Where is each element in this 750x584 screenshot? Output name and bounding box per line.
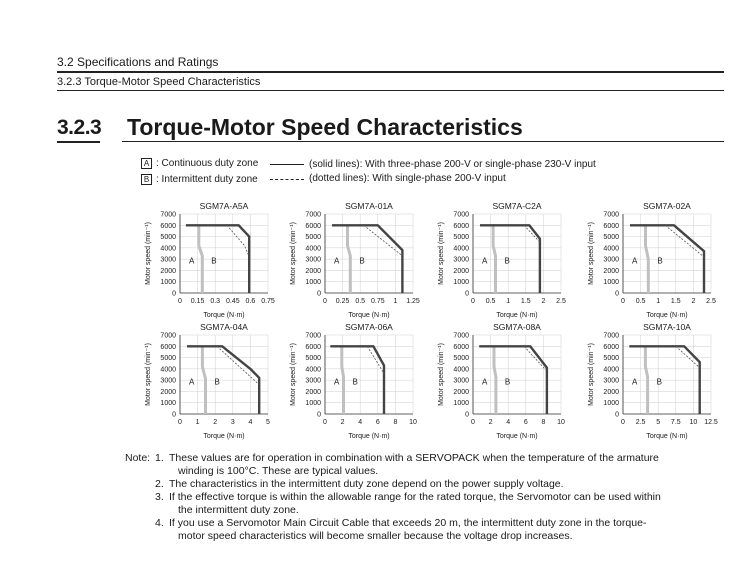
x-tick-label: 0.75 xyxy=(370,298,385,305)
y-tick-label: 4000 xyxy=(160,366,176,374)
zone-label-b: B xyxy=(504,377,511,387)
zone-label-a: A xyxy=(632,256,638,266)
x-tick-label: 1 xyxy=(195,419,200,426)
y-axis-label: Motor speed (min⁻¹) xyxy=(145,222,152,285)
y-tick-label: 3000 xyxy=(160,256,176,264)
page-title: Torque-Motor Speed Characteristics xyxy=(127,114,523,140)
y-tick-label: 2000 xyxy=(603,388,619,396)
x-tick-label: 1 xyxy=(506,298,511,305)
y-tick-label: 2000 xyxy=(453,267,469,275)
chart-title: SGM7A-01A xyxy=(345,201,393,211)
x-tick-label: 4 xyxy=(358,419,363,426)
x-axis-label: Torque (N·m) xyxy=(646,312,688,319)
y-tick-label: 2000 xyxy=(305,267,321,275)
x-tick-label: 2.5 xyxy=(635,419,646,426)
x-tick-label: 2 xyxy=(691,298,696,305)
note-2 xyxy=(125,478,725,491)
x-tick-label: 8 xyxy=(393,419,398,426)
x-tick-label: 8 xyxy=(541,419,546,426)
x-tick-label: 0.6 xyxy=(245,298,256,305)
y-axis-label: Motor speed (min⁻¹) xyxy=(588,343,595,406)
x-tick-label: 0.45 xyxy=(225,298,240,305)
zone-label-a: A xyxy=(189,256,195,266)
x-axis-label: Torque (N·m) xyxy=(646,433,688,440)
note-number: 1. xyxy=(155,452,164,464)
y-tick-label: 0 xyxy=(317,411,321,419)
x-tick-label: 6 xyxy=(375,419,380,426)
x-tick-label: 1 xyxy=(656,298,661,305)
y-tick-label: 0 xyxy=(172,411,176,419)
y-tick-label: 3000 xyxy=(305,256,321,264)
chart-sgm7a-04a xyxy=(145,322,270,440)
y-tick-label: 1000 xyxy=(160,400,176,408)
note-text: If you use a Servomotor Main Circuit Cable that exceeds 20 m, the intermittent duty zone in the torque- motor speed characteristics will become smaller because the voltage drop increases. xyxy=(169,517,647,542)
zone-label-a: A xyxy=(482,256,488,266)
chart-title: SGM7A-04A xyxy=(200,322,248,332)
x-tick-label: 5 xyxy=(266,419,270,426)
note-text: The characteristics in the intermittent duty zone depend on the power supply voltage. xyxy=(169,478,564,490)
y-tick-label: 0 xyxy=(465,411,469,419)
y-tick-label: 6000 xyxy=(453,343,469,351)
note-text: If the effective torque is within the allowable range for the rated torque, the Servomotor can be used within the intermittent duty zone. xyxy=(169,491,661,516)
chart-sgm7a-06a xyxy=(290,322,417,440)
x-tick-label: 0.3 xyxy=(210,298,221,305)
x-tick-label: 2.5 xyxy=(706,298,716,305)
x-tick-label: 1 xyxy=(393,298,398,305)
y-tick-label: 1000 xyxy=(603,279,619,287)
section-number: 3.2.3 xyxy=(57,116,102,139)
y-tick-label: 6000 xyxy=(453,222,469,230)
x-tick-label: 1.5 xyxy=(520,298,531,305)
x-tick-label: 0 xyxy=(621,419,625,426)
y-tick-label: 3000 xyxy=(305,377,321,385)
legend-solid-label: (solid lines): With three-phase 200-V or single-phase 230-V input xyxy=(309,159,596,170)
x-axis-label: Torque (N·m) xyxy=(203,433,245,440)
y-tick-label: 2000 xyxy=(453,388,469,396)
y-tick-label: 0 xyxy=(172,290,176,298)
x-tick-label: 0.15 xyxy=(190,298,205,305)
y-axis-label: Motor speed (min⁻¹) xyxy=(588,222,595,285)
legend-dotted-label: (dotted lines): With single-phase 200-V input xyxy=(309,173,506,184)
note-4 xyxy=(125,517,725,543)
y-tick-label: 6000 xyxy=(160,343,176,351)
notes xyxy=(125,452,725,543)
series-continuous xyxy=(342,346,344,414)
x-tick-label: 12.5 xyxy=(704,419,718,426)
x-tick-label: 2 xyxy=(340,419,345,426)
y-tick-label: 6000 xyxy=(603,343,619,351)
chart-sgm7a-c2a xyxy=(438,201,566,319)
zone-label-a: A xyxy=(334,377,340,387)
zone-label-a: A xyxy=(334,256,340,266)
chart-title: SGM7A-10A xyxy=(643,322,691,332)
x-tick-label: 3 xyxy=(230,419,235,426)
y-tick-label: 3000 xyxy=(160,377,176,385)
legend-b-label: : Intermittent duty zone xyxy=(156,174,258,186)
zone-label-b: B xyxy=(352,377,358,387)
y-tick-label: 7000 xyxy=(453,211,469,219)
chart-sgm7a-02a xyxy=(588,201,716,319)
y-tick-label: 5000 xyxy=(453,234,469,242)
y-tick-label: 0 xyxy=(317,290,321,298)
y-tick-label: 4000 xyxy=(305,366,321,374)
x-axis-label: Torque (N·m) xyxy=(496,312,538,319)
note-number: 4. xyxy=(155,517,164,529)
y-tick-label: 3000 xyxy=(453,256,469,264)
y-tick-label: 5000 xyxy=(603,234,619,242)
y-axis-label: Motor speed (min⁻¹) xyxy=(438,343,445,406)
series-intermittent-dotted xyxy=(665,225,704,257)
y-tick-label: 5000 xyxy=(453,355,469,363)
zone-label-a: A xyxy=(189,377,195,387)
zone-label-b: B xyxy=(211,256,217,266)
y-tick-label: 1000 xyxy=(603,400,619,408)
x-tick-label: 10 xyxy=(409,419,417,426)
note-number: 2. xyxy=(155,478,164,490)
note-3 xyxy=(125,491,725,517)
x-tick-label: 4 xyxy=(248,419,253,426)
y-tick-label: 7000 xyxy=(160,211,176,219)
y-tick-label: 5000 xyxy=(305,234,321,242)
series-intermittent-dotted xyxy=(217,346,259,384)
zone-label-b: B xyxy=(504,256,510,266)
chart-title: SGM7A-08A xyxy=(493,322,541,332)
x-tick-label: 0 xyxy=(471,419,475,426)
x-axis-label: Torque (N·m) xyxy=(348,312,390,319)
legend-b-box: B xyxy=(141,174,152,185)
y-tick-label: 7000 xyxy=(305,211,321,219)
y-tick-label: 4000 xyxy=(453,245,469,253)
zone-label-a: A xyxy=(482,377,488,387)
chart-sgm7a-10a xyxy=(588,322,718,440)
y-tick-label: 4000 xyxy=(160,245,176,253)
y-tick-label: 7000 xyxy=(603,332,619,340)
notes-label: Note: xyxy=(125,452,151,464)
y-tick-label: 5000 xyxy=(305,355,321,363)
x-tick-label: 0 xyxy=(178,419,182,426)
series-intermittent-dotted xyxy=(227,225,249,257)
chart-sgm7a-01a xyxy=(290,201,420,319)
y-tick-label: 0 xyxy=(615,411,619,419)
y-tick-label: 6000 xyxy=(305,222,321,230)
x-tick-label: 2 xyxy=(488,419,493,426)
y-tick-label: 5000 xyxy=(160,234,176,242)
y-tick-label: 3000 xyxy=(603,377,619,385)
y-tick-label: 4000 xyxy=(603,245,619,253)
chart-title: SGM7A-02A xyxy=(643,201,691,211)
x-axis-label: Torque (N·m) xyxy=(348,433,390,440)
y-tick-label: 7000 xyxy=(453,332,469,340)
x-tick-label: 2 xyxy=(213,419,218,426)
x-tick-label: 10 xyxy=(689,419,698,426)
y-tick-label: 7000 xyxy=(305,332,321,340)
y-axis-label: Motor speed (min⁻¹) xyxy=(290,222,297,285)
y-tick-label: 4000 xyxy=(453,366,469,374)
x-tick-label: 0 xyxy=(178,298,182,305)
zone-label-b: B xyxy=(657,256,663,266)
x-tick-label: 5 xyxy=(656,419,661,426)
y-tick-label: 2000 xyxy=(160,388,176,396)
note-text: These values are for operation in combination with a SERVOPACK when the temperature of the armature winding is 100°C. These are typical values. xyxy=(169,452,659,477)
y-tick-label: 1000 xyxy=(453,279,469,287)
y-axis-label: Motor speed (min⁻¹) xyxy=(145,343,152,406)
x-tick-label: 0.25 xyxy=(335,298,350,305)
x-tick-label: 0 xyxy=(471,298,475,305)
chart-title: SGM7A-A5A xyxy=(199,201,249,211)
zone-label-a: A xyxy=(632,377,638,387)
y-tick-label: 1000 xyxy=(305,400,321,408)
y-tick-label: 0 xyxy=(465,290,469,298)
y-tick-label: 2000 xyxy=(160,267,176,275)
y-tick-label: 7000 xyxy=(603,211,619,219)
section-header: 3.2 Specifications and Ratings xyxy=(57,55,219,69)
y-tick-label: 7000 xyxy=(160,332,176,340)
note-number: 3. xyxy=(155,491,164,503)
note-1 xyxy=(125,452,725,478)
y-axis-label: Motor speed (min⁻¹) xyxy=(290,343,297,406)
chart-title: SGM7A-06A xyxy=(345,322,393,332)
y-tick-label: 3000 xyxy=(603,256,619,264)
x-tick-label: 0.5 xyxy=(485,298,496,305)
x-tick-label: 0 xyxy=(323,419,327,426)
y-tick-label: 0 xyxy=(615,290,619,298)
x-tick-label: 0.75 xyxy=(261,298,275,305)
y-tick-label: 2000 xyxy=(305,388,321,396)
y-tick-label: 6000 xyxy=(160,222,176,230)
chart-sgm7a-08a xyxy=(438,322,565,440)
x-tick-label: 2 xyxy=(541,298,546,305)
x-tick-label: 4 xyxy=(506,419,511,426)
x-tick-label: 0.5 xyxy=(635,298,646,305)
zone-label-b: B xyxy=(359,256,365,266)
zone-label-b: B xyxy=(214,377,220,387)
x-tick-label: 6 xyxy=(523,419,528,426)
y-tick-label: 4000 xyxy=(603,366,619,374)
x-tick-label: 0 xyxy=(621,298,625,305)
x-tick-label: 1.25 xyxy=(406,298,420,305)
subsection-header: 3.2.3 Torque-Motor Speed Characteristics xyxy=(57,76,261,88)
y-tick-label: 2000 xyxy=(603,267,619,275)
y-tick-label: 3000 xyxy=(453,377,469,385)
y-tick-label: 5000 xyxy=(603,355,619,363)
y-tick-label: 4000 xyxy=(305,245,321,253)
x-tick-label: 7.5 xyxy=(670,419,681,426)
chart-sgm7a-a5a xyxy=(145,201,275,319)
x-axis-label: Torque (N·m) xyxy=(203,312,245,319)
y-axis-label: Motor speed (min⁻¹) xyxy=(438,222,445,285)
y-tick-label: 1000 xyxy=(453,400,469,408)
legend-a-label: : Continuous duty zone xyxy=(156,158,259,170)
y-tick-label: 1000 xyxy=(305,279,321,287)
x-tick-label: 0 xyxy=(323,298,327,305)
y-tick-label: 5000 xyxy=(160,355,176,363)
x-tick-label: 0.5 xyxy=(355,298,366,305)
chart-title: SGM7A-C2A xyxy=(492,201,542,211)
legend-a-box: A xyxy=(141,158,152,169)
zone-label-b: B xyxy=(656,377,662,387)
x-tick-label: 1.5 xyxy=(670,298,681,305)
y-tick-label: 1000 xyxy=(160,279,176,287)
x-tick-label: 2.5 xyxy=(556,298,566,305)
x-tick-label: 10 xyxy=(557,419,565,426)
x-axis-label: Torque (N·m) xyxy=(496,433,538,440)
y-tick-label: 6000 xyxy=(603,222,619,230)
y-tick-label: 6000 xyxy=(305,343,321,351)
